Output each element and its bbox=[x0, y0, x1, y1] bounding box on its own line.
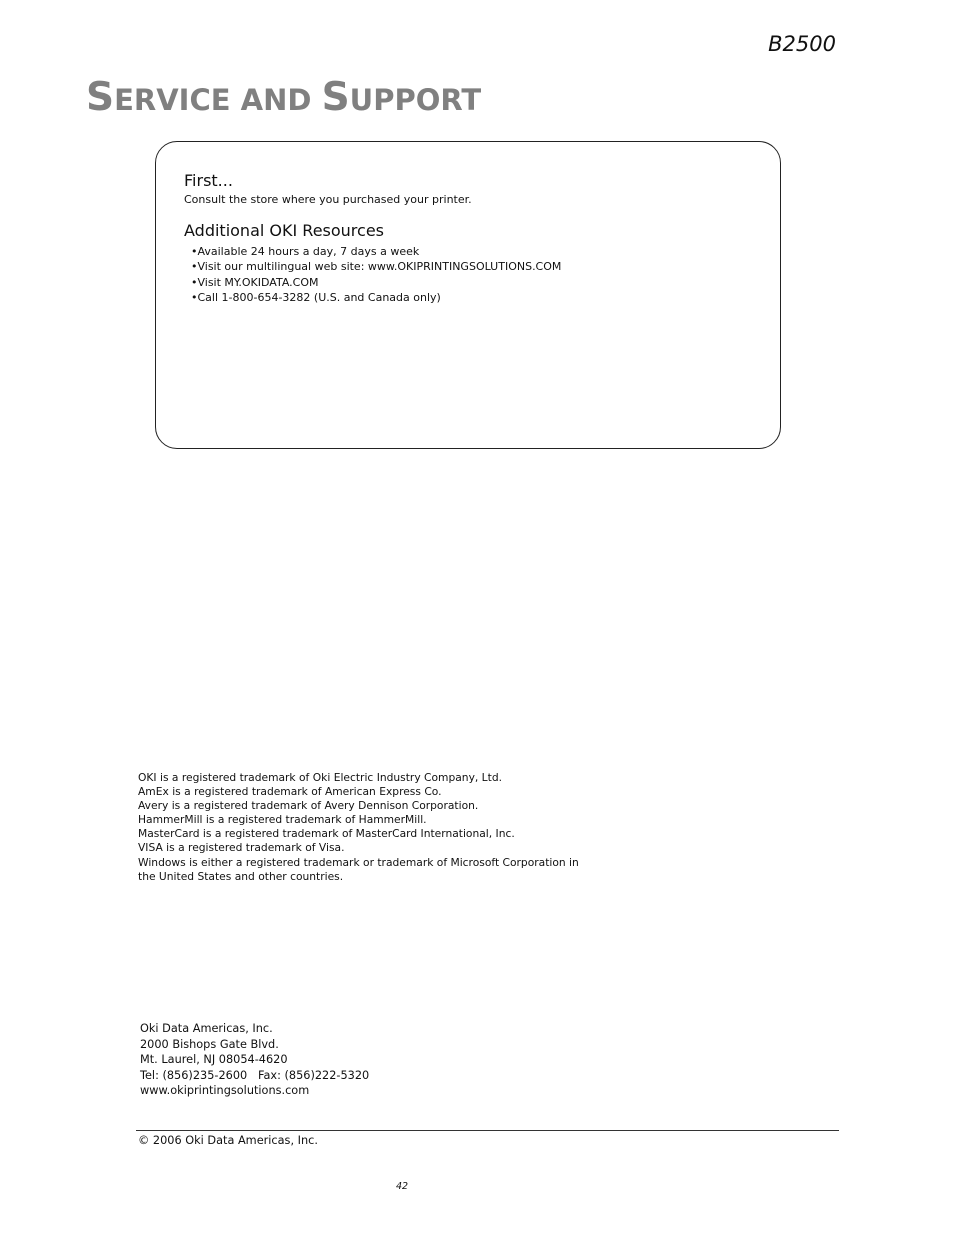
resource-item-my-okidata: •Visit MY.OKIDATA.COM bbox=[191, 275, 319, 289]
footer-divider bbox=[136, 1130, 839, 1131]
trademark-line: Windows is either a registered trademark or trademark of Microsoft Corporation in bbox=[138, 855, 579, 869]
trademark-line: VISA is a registered trademark of Visa. bbox=[138, 841, 345, 855]
title-space bbox=[231, 83, 241, 117]
address-website: www.okiprintingsolutions.com bbox=[140, 1084, 310, 1097]
resource-item-phone: •Call 1-800-654-3282 (U.S. and Canada only) bbox=[191, 290, 441, 304]
title-space bbox=[311, 83, 321, 117]
resources-heading: Additional OKI Resources bbox=[184, 221, 385, 240]
title-word-upport: UPPORT bbox=[349, 83, 482, 117]
first-heading: First... bbox=[184, 171, 233, 190]
resource-item-website: •Visit our multilingual web site: www.OKIPRINTINGSOLUTIONS.COM bbox=[191, 260, 562, 274]
company-address bbox=[140, 1021, 369, 1099]
trademark-line: the United States and other countries. bbox=[138, 869, 344, 883]
trademark-line: Avery is a registered trademark of Avery Dennison Corporation. bbox=[138, 799, 479, 813]
address-company: Oki Data Americas, Inc. bbox=[140, 1022, 273, 1035]
address-street: 2000 Bishops Gate Blvd. bbox=[140, 1037, 279, 1051]
trademark-line: AmEx is a registered trademark of American Express Co. bbox=[138, 785, 442, 799]
support-info-content bbox=[184, 172, 760, 305]
title-word-ervice: ERVICE bbox=[114, 83, 231, 117]
title-word-and: AND bbox=[240, 83, 312, 117]
trademark-line: OKI is a registered trademark of Oki Electric Industry Company, Ltd. bbox=[138, 771, 503, 784]
trademark-line: HammerMill is a registered trademark of HammerMill. bbox=[138, 813, 427, 827]
title-initial-s2: S bbox=[321, 75, 350, 120]
page-number: 42 bbox=[396, 1181, 409, 1192]
first-text: Consult the store where you purchased your printer. bbox=[184, 193, 472, 206]
title-initial-s: S bbox=[86, 75, 115, 120]
trademark-notices bbox=[138, 771, 608, 884]
address-phone-fax: Tel: (856)235-2600 Fax: (856)222-5320 bbox=[140, 1068, 370, 1082]
trademark-line: MasterCard is a registered trademark of MasterCard International, Inc. bbox=[138, 827, 515, 841]
page-title bbox=[86, 75, 482, 120]
copyright-notice: © 2006 Oki Data Americas, Inc. bbox=[138, 1134, 318, 1147]
resource-item-availability: •Available 24 hours a day, 7 days a week bbox=[191, 245, 420, 258]
resources-list bbox=[191, 244, 760, 305]
model-name: B2500 bbox=[768, 32, 836, 56]
support-info-box bbox=[155, 141, 781, 449]
address-city: Mt. Laurel, NJ 08054-4620 bbox=[140, 1053, 288, 1066]
